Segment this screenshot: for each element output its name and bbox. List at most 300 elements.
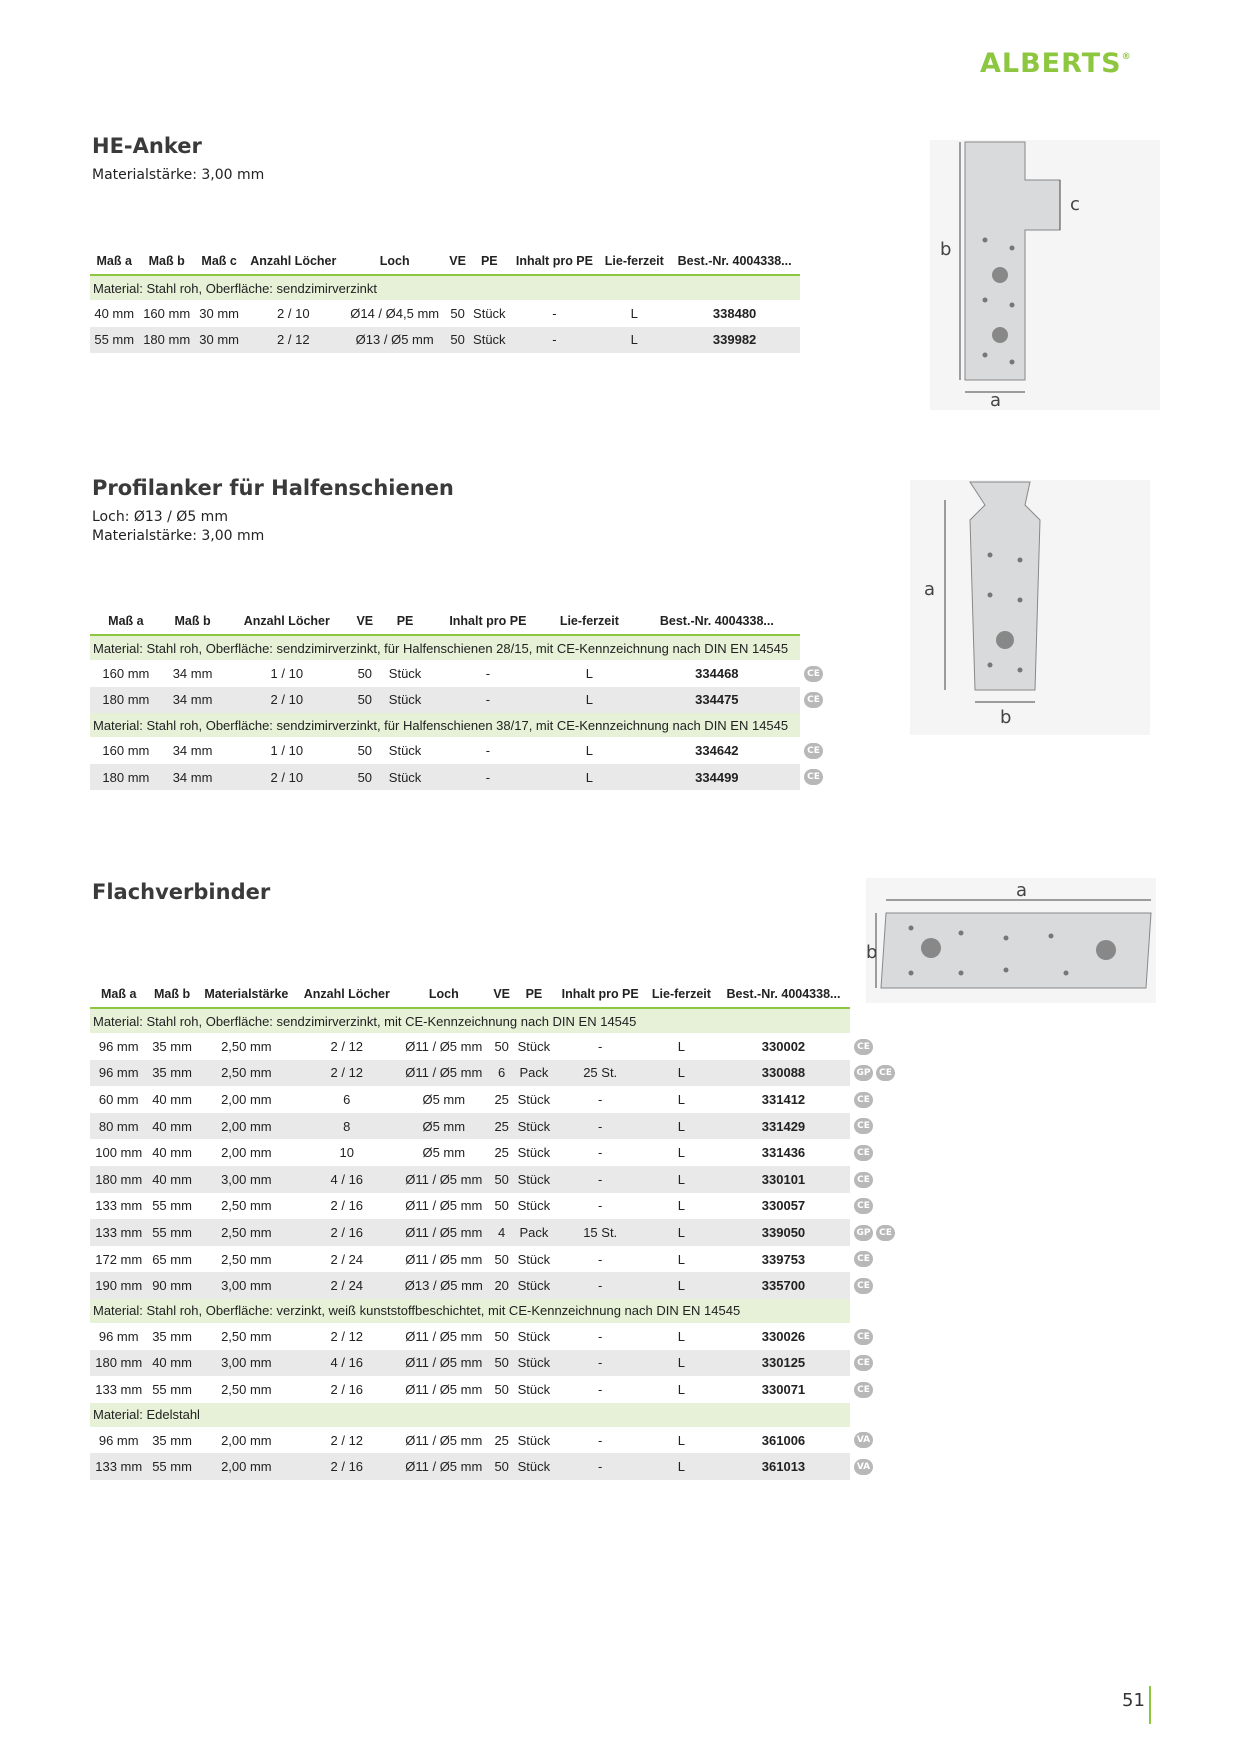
order-number-cell: 330088: [717, 1060, 850, 1087]
table-row: [90, 300, 850, 327]
column-header: Inhalt pro PE: [510, 253, 600, 275]
table-cell: 180 mm: [90, 687, 162, 714]
column-header: Best.-Nr. 4004338...: [669, 253, 800, 275]
table-cell: 50: [450, 305, 465, 321]
table-cell: 34 mm: [162, 764, 224, 791]
table-cell: 2 / 16: [330, 1198, 364, 1214]
table-cell: -: [554, 1166, 645, 1193]
table-cell: Stück: [517, 1251, 551, 1267]
table-cell: 35 mm: [152, 1432, 192, 1448]
table-cell: 1 / 10: [270, 742, 304, 758]
table-cell: 80 mm: [90, 1113, 147, 1140]
ce-mark-icon: CE: [854, 1118, 873, 1134]
section-title: Flachverbinder: [92, 880, 271, 904]
table-row: [90, 1246, 900, 1273]
material-label: Material: Stahl roh, Oberfläche: sendzimirverzinkt, mit CE-Kennzeichnung nach DIN EN 14545: [90, 1008, 850, 1033]
material-label: Material: Stahl roh, Oberfläche: sendzimirverzinkt, für Halfenschienen 28/15, mit CE-Kennzeichnung nach DIN EN 14545: [90, 635, 800, 660]
order-number-cell: 331429: [717, 1113, 850, 1140]
table-cell: L: [646, 1350, 717, 1377]
table-cell: 40 mm: [147, 1113, 196, 1140]
order-number-cell: 334468: [695, 665, 739, 681]
table-row: [90, 1060, 900, 1087]
table-cell: 50: [494, 1038, 509, 1054]
table-cell: 2 / 12: [243, 327, 343, 354]
table-cell: L: [677, 1198, 686, 1214]
column-header: Inhalt pro PE: [431, 613, 545, 635]
table-cell: -: [598, 1251, 603, 1267]
gp-mark-icon: GP: [854, 1225, 873, 1241]
table-cell: 4: [490, 1219, 513, 1246]
table-cell: Ø11 / Ø5 mm: [398, 1060, 490, 1087]
table-cell: 2 / 16: [296, 1219, 398, 1246]
section-subtitle: Materialstärke: 3,00 mm: [92, 167, 265, 183]
column-header: Best.-Nr. 4004338...: [717, 986, 850, 1008]
column-header: Lie-ferzeit: [599, 253, 669, 275]
table-cell: 2,00 mm: [221, 1145, 272, 1161]
table-cell: 1 / 10: [270, 665, 304, 681]
table-cell: 172 mm: [95, 1251, 143, 1267]
ce-mark-icon: CE: [854, 1251, 873, 1267]
table-cell: Ø5 mm: [398, 1113, 490, 1140]
cert-marks: [850, 1193, 900, 1220]
table-cell: 55 mm: [147, 1219, 196, 1246]
order-number-cell: 334642: [695, 742, 739, 758]
table-cell: 133 mm: [90, 1219, 147, 1246]
table-cell: 55 mm: [147, 1453, 196, 1480]
column-header: Maß b: [138, 253, 194, 275]
table-row: [90, 1453, 900, 1480]
table-cell: 2,00 mm: [221, 1432, 272, 1448]
table-cell: L: [646, 1113, 717, 1140]
table-cell: 2,50 mm: [221, 1381, 272, 1397]
table-cell: 40 mm: [147, 1350, 196, 1377]
table-cell: 2,50 mm: [197, 1060, 296, 1087]
table-row: [90, 1086, 900, 1113]
column-header: PE: [513, 986, 554, 1008]
table-cell: Stück: [517, 1038, 551, 1054]
cert-marks: [850, 1166, 900, 1193]
ce-mark-icon: CE: [854, 1092, 873, 1108]
table-row: [90, 1166, 900, 1193]
table-cell: 25 St.: [554, 1060, 645, 1087]
table-cell: 2 / 16: [330, 1381, 364, 1397]
table-cell: Stück: [517, 1328, 551, 1344]
table-cell: L: [585, 665, 593, 681]
table-cell: L: [677, 1091, 686, 1107]
table-cell: 90 mm: [147, 1272, 196, 1299]
table-cell: 3,00 mm: [197, 1272, 296, 1299]
material-row: [90, 635, 850, 660]
table-cell: -: [598, 1198, 603, 1214]
column-header: PE: [469, 253, 509, 275]
table-cell: 2 / 10: [223, 764, 350, 791]
cert-marks: [850, 1139, 900, 1166]
table-cell: L: [545, 764, 634, 791]
table-cell: L: [599, 327, 669, 354]
product-table-he-anker: [90, 253, 850, 353]
table-cell: Ø11 / Ø5 mm: [398, 1453, 490, 1480]
cert-marks: [800, 687, 850, 714]
table-row: [90, 737, 850, 764]
table-cell: L: [677, 1432, 686, 1448]
product-table-profilanker: [90, 613, 850, 790]
table-cell: 4 / 16: [296, 1350, 398, 1377]
table-cell: 96 mm: [98, 1328, 139, 1344]
table-cell: 2,50 mm: [221, 1251, 272, 1267]
table-cell: 2 / 24: [296, 1272, 398, 1299]
table-cell: 50: [357, 742, 373, 758]
table-cell: L: [646, 1453, 717, 1480]
table-cell: 133 mm: [90, 1453, 147, 1480]
table-cell: 50: [494, 1381, 509, 1397]
table-cell: Stück: [379, 687, 430, 714]
table-cell: -: [485, 742, 491, 758]
table-cell: 40 mm: [147, 1166, 196, 1193]
table-cell: Stück: [513, 1350, 554, 1377]
material-row: [90, 275, 850, 300]
table-cell: Ø13 / Ø5 mm: [398, 1272, 490, 1299]
table-cell: Stück: [513, 1453, 554, 1480]
table-cell: 50: [494, 1328, 509, 1344]
order-number-cell: 330026: [761, 1328, 806, 1344]
table-cell: Ø11 / Ø5 mm: [398, 1166, 490, 1193]
table-cell: Pack: [513, 1060, 554, 1087]
order-number-cell: 330002: [761, 1038, 806, 1054]
cert-marks: [800, 660, 850, 687]
va-mark-icon: VA: [854, 1432, 873, 1448]
table-cell: 3,00 mm: [197, 1166, 296, 1193]
table-cell: 2,50 mm: [221, 1328, 272, 1344]
table-cell: 55 mm: [152, 1198, 192, 1214]
table-cell: Ø11 / Ø5 mm: [398, 1219, 490, 1246]
table-cell: -: [598, 1432, 603, 1448]
ce-mark-icon: CE: [804, 743, 823, 759]
table-cell: Ø13 / Ø5 mm: [343, 327, 446, 354]
cert-marks: [800, 764, 850, 791]
table-row: [90, 660, 850, 687]
table-cell: -: [598, 1328, 603, 1344]
table-cell: 2 / 24: [330, 1251, 364, 1267]
cert-marks: [850, 1272, 900, 1299]
table-cell: Stück: [513, 1113, 554, 1140]
table-cell: L: [677, 1328, 686, 1344]
column-header: PE: [379, 613, 430, 635]
order-number-cell: 338480: [712, 305, 757, 321]
cert-column-spacer: [800, 613, 850, 635]
column-header: Lie-ferzeit: [646, 986, 717, 1008]
table-cell: 4 / 16: [296, 1166, 398, 1193]
dim-label-c: c: [1070, 194, 1080, 215]
table-cell: 40 mm: [152, 1145, 192, 1161]
table-header-row: [90, 253, 850, 275]
column-header: Best.-Nr. 4004338...: [634, 613, 800, 635]
table-row: [90, 1139, 900, 1166]
cert-marks: [850, 1376, 900, 1403]
dim-label-b: b: [1000, 707, 1012, 728]
table-row: [90, 327, 850, 354]
he-anker-drawing-icon: [930, 140, 1160, 410]
table-cell: 35 mm: [147, 1060, 196, 1087]
order-number-cell: 361013: [717, 1453, 850, 1480]
table-cell: Stück: [517, 1432, 551, 1448]
table-cell: -: [554, 1453, 645, 1480]
table-cell: L: [646, 1219, 717, 1246]
table-cell: L: [630, 305, 638, 321]
table-cell: 6: [490, 1060, 513, 1087]
table-cell: 30 mm: [195, 327, 243, 354]
ce-mark-icon: CE: [854, 1278, 873, 1294]
table-cell: 20: [490, 1272, 513, 1299]
ce-mark-icon: CE: [854, 1382, 873, 1398]
table-cell: Ø5 mm: [422, 1091, 466, 1107]
table-row: [90, 1219, 900, 1246]
table-cell: 100 mm: [95, 1145, 143, 1161]
cert-marks: [850, 1453, 900, 1480]
table-cell: 96 mm: [98, 1038, 139, 1054]
table-cell: 60 mm: [98, 1091, 139, 1107]
column-header: Loch: [343, 253, 446, 275]
table-cell: 34 mm: [172, 742, 213, 758]
dim-label-a: a: [1016, 880, 1028, 901]
ce-mark-icon: CE: [854, 1145, 873, 1161]
table-cell: 55 mm: [152, 1381, 192, 1397]
column-header: Maß a: [90, 613, 162, 635]
table-cell: 35 mm: [152, 1038, 192, 1054]
section-title: Profilanker für Halfenschienen: [92, 476, 454, 500]
table-cell: 2,50 mm: [221, 1198, 272, 1214]
table-cell: 2 / 12: [330, 1432, 364, 1448]
table-cell: 15 St.: [554, 1219, 645, 1246]
table-cell: Stück: [388, 742, 422, 758]
cert-marks: [850, 1246, 900, 1273]
table-header-row: [90, 986, 900, 1008]
table-cell: 34 mm: [162, 687, 224, 714]
ce-mark-icon: CE: [804, 769, 823, 785]
order-number-cell: 330071: [761, 1381, 806, 1397]
table-cell: 25: [494, 1091, 509, 1107]
cert-marks: [850, 1427, 900, 1454]
table-cell: 50: [490, 1166, 513, 1193]
table-row: [90, 1350, 900, 1377]
table-cell: 2 / 12: [296, 1060, 398, 1087]
ce-mark-icon: CE: [854, 1198, 873, 1214]
table-cell: 133 mm: [95, 1381, 143, 1397]
table-cell: Ø11 / Ø5 mm: [405, 1251, 483, 1267]
ce-mark-icon: CE: [854, 1329, 873, 1345]
column-header: Inhalt pro PE: [554, 986, 645, 1008]
column-header: Loch: [398, 986, 490, 1008]
order-number-cell: 334475: [634, 687, 800, 714]
table-cell: 50: [494, 1251, 509, 1267]
table-cell: Pack: [513, 1219, 554, 1246]
cert-marks: [800, 737, 850, 764]
material-row: [90, 1299, 900, 1323]
table-cell: Stück: [469, 327, 509, 354]
table-row: [90, 1376, 900, 1403]
table-cell: -: [554, 1272, 645, 1299]
column-header: VE: [446, 253, 469, 275]
material-label: Material: Stahl roh, Oberfläche: sendzimirverzinkt: [90, 275, 800, 300]
cert-marks: [850, 1060, 900, 1087]
material-label: Material: Stahl roh, Oberfläche: verzinkt, weiß kunststoffbeschichtet, mit CE-Kennzeichnung nach DIN EN 14545: [90, 1299, 850, 1323]
order-number-cell: 331436: [761, 1145, 806, 1161]
page-number-divider: [1149, 1686, 1151, 1724]
order-number-cell: 361006: [761, 1432, 806, 1448]
table-cell: 180 mm: [90, 1350, 147, 1377]
table-cell: 2 / 10: [223, 687, 350, 714]
table-cell: 2 / 16: [296, 1453, 398, 1480]
table-cell: L: [677, 1145, 686, 1161]
table-cell: 50: [357, 665, 373, 681]
column-header: Maß a: [90, 253, 138, 275]
material-row: [90, 1403, 900, 1427]
table-row: [90, 1323, 900, 1350]
table-cell: 50: [350, 687, 379, 714]
profilanker-drawing-icon: [910, 480, 1150, 735]
table-cell: -: [510, 327, 600, 354]
material-label: Material: Stahl roh, Oberfläche: sendzimirverzinkt, für Halfenschienen 38/17, mit CE-Kennzeichnung nach DIN EN 14545: [90, 713, 800, 737]
table-cell: 2,00 mm: [197, 1113, 296, 1140]
table-cell: Stück: [513, 1166, 554, 1193]
section-subtitle-line-1: Loch: Ø13 / Ø5 mm: [92, 509, 228, 525]
table-cell: 50: [494, 1198, 509, 1214]
page-number: 51: [1122, 1690, 1145, 1711]
table-cell: Ø11 / Ø5 mm: [405, 1381, 483, 1397]
table-cell: 2,50 mm: [197, 1219, 296, 1246]
ce-mark-icon: CE: [804, 692, 823, 708]
table-cell: L: [677, 1251, 686, 1267]
cert-marks: [850, 1086, 900, 1113]
table-cell: 30 mm: [199, 305, 240, 321]
cert-marks: [850, 1033, 900, 1060]
cert-marks: [850, 1219, 900, 1246]
table-cell: Ø11 / Ø5 mm: [405, 1328, 483, 1344]
table-row: [90, 1272, 900, 1299]
cert-marks: [850, 1350, 900, 1377]
table-cell: 65 mm: [152, 1251, 192, 1267]
table-cell: 2,00 mm: [197, 1453, 296, 1480]
column-header: Maß b: [147, 986, 196, 1008]
gp-mark-icon: GP: [854, 1065, 873, 1081]
ce-mark-icon: CE: [854, 1172, 873, 1188]
table-cell: 96 mm: [90, 1060, 147, 1087]
table-cell: L: [545, 687, 634, 714]
material-label: Material: Edelstahl: [90, 1403, 850, 1427]
table-cell: 25: [494, 1145, 509, 1161]
ce-mark-icon: CE: [804, 666, 823, 682]
table-cell: 40 mm: [94, 305, 135, 321]
table-row: [90, 764, 850, 791]
table-cell: 55 mm: [90, 327, 138, 354]
table-cell: 10: [339, 1145, 354, 1161]
table-cell: Ø5 mm: [422, 1145, 466, 1161]
table-cell: -: [552, 305, 557, 321]
table-cell: 8: [296, 1113, 398, 1140]
ce-mark-icon: CE: [876, 1065, 895, 1081]
order-number-cell: 339753: [761, 1251, 806, 1267]
table-cell: -: [598, 1038, 603, 1054]
column-header: VE: [350, 613, 379, 635]
section-subtitle-line-2: Materialstärke: 3,00 mm: [92, 528, 265, 544]
table-cell: L: [646, 1060, 717, 1087]
table-cell: Stück: [513, 1272, 554, 1299]
product-table-flachverbinder: [90, 986, 900, 1480]
order-number-cell: 339050: [717, 1219, 850, 1246]
column-header: Lie-ferzeit: [545, 613, 634, 635]
flachverbinder-drawing-icon: [866, 878, 1156, 1003]
cert-marks: [850, 1323, 900, 1350]
material-row: [90, 713, 850, 737]
column-header: Maß a: [90, 986, 147, 1008]
table-cell: -: [431, 687, 545, 714]
table-cell: -: [598, 1145, 603, 1161]
table-cell: Stück: [388, 665, 422, 681]
section-profilanker: [88, 476, 454, 546]
table-cell: Ø11 / Ø5 mm: [405, 1432, 483, 1448]
dim-label-b: b: [940, 239, 952, 260]
table-cell: 50: [490, 1453, 513, 1480]
column-header: Maß c: [195, 253, 243, 275]
table-cell: 3,00 mm: [197, 1350, 296, 1377]
table-cell: L: [677, 1038, 686, 1054]
order-number-cell: 335700: [717, 1272, 850, 1299]
dim-label-a: a: [924, 579, 936, 600]
table-cell: -: [598, 1381, 603, 1397]
table-cell: 133 mm: [95, 1198, 143, 1214]
va-mark-icon: VA: [854, 1459, 873, 1475]
section-flachverbinder: [88, 880, 270, 912]
table-cell: Ø11 / Ø5 mm: [398, 1350, 490, 1377]
table-cell: L: [646, 1166, 717, 1193]
cert-marks: [850, 1113, 900, 1140]
table-cell: Stück: [517, 1381, 551, 1397]
column-header: Maß b: [162, 613, 224, 635]
table-cell: 2 / 12: [330, 1328, 364, 1344]
table-cell: 2 / 10: [277, 305, 310, 321]
table-cell: 2 / 12: [330, 1038, 364, 1054]
ce-mark-icon: CE: [854, 1039, 873, 1055]
table-cell: Ø11 / Ø5 mm: [405, 1038, 483, 1054]
table-cell: 25: [494, 1432, 509, 1448]
column-header: Materialstärke: [197, 986, 296, 1008]
table-cell: 160 mm: [102, 742, 150, 758]
table-header-row: [90, 613, 850, 635]
table-row: [90, 1427, 900, 1454]
table-cell: Stück: [517, 1091, 551, 1107]
column-header: Anzahl Löcher: [296, 986, 398, 1008]
table-cell: -: [598, 1091, 603, 1107]
table-cell: Ø14 / Ø4,5 mm: [350, 305, 440, 321]
ce-mark-icon: CE: [854, 1355, 873, 1371]
section-he-anker: [88, 134, 264, 185]
brand-logo: [980, 48, 1131, 79]
column-header: VE: [490, 986, 513, 1008]
table-cell: Stück: [379, 764, 430, 791]
table-cell: 180 mm: [90, 1166, 147, 1193]
table-cell: -: [554, 1350, 645, 1377]
table-row: [90, 1193, 900, 1220]
table-row: [90, 1113, 900, 1140]
material-row: [90, 1008, 900, 1033]
table-row: [90, 687, 850, 714]
table-cell: 96 mm: [98, 1432, 139, 1448]
order-number-cell: 339982: [669, 327, 800, 354]
column-header: Anzahl Löcher: [223, 613, 350, 635]
table-cell: 50: [446, 327, 469, 354]
table-cell: -: [485, 665, 491, 681]
table-cell: 50: [350, 764, 379, 791]
dim-label-b: b: [866, 942, 878, 963]
